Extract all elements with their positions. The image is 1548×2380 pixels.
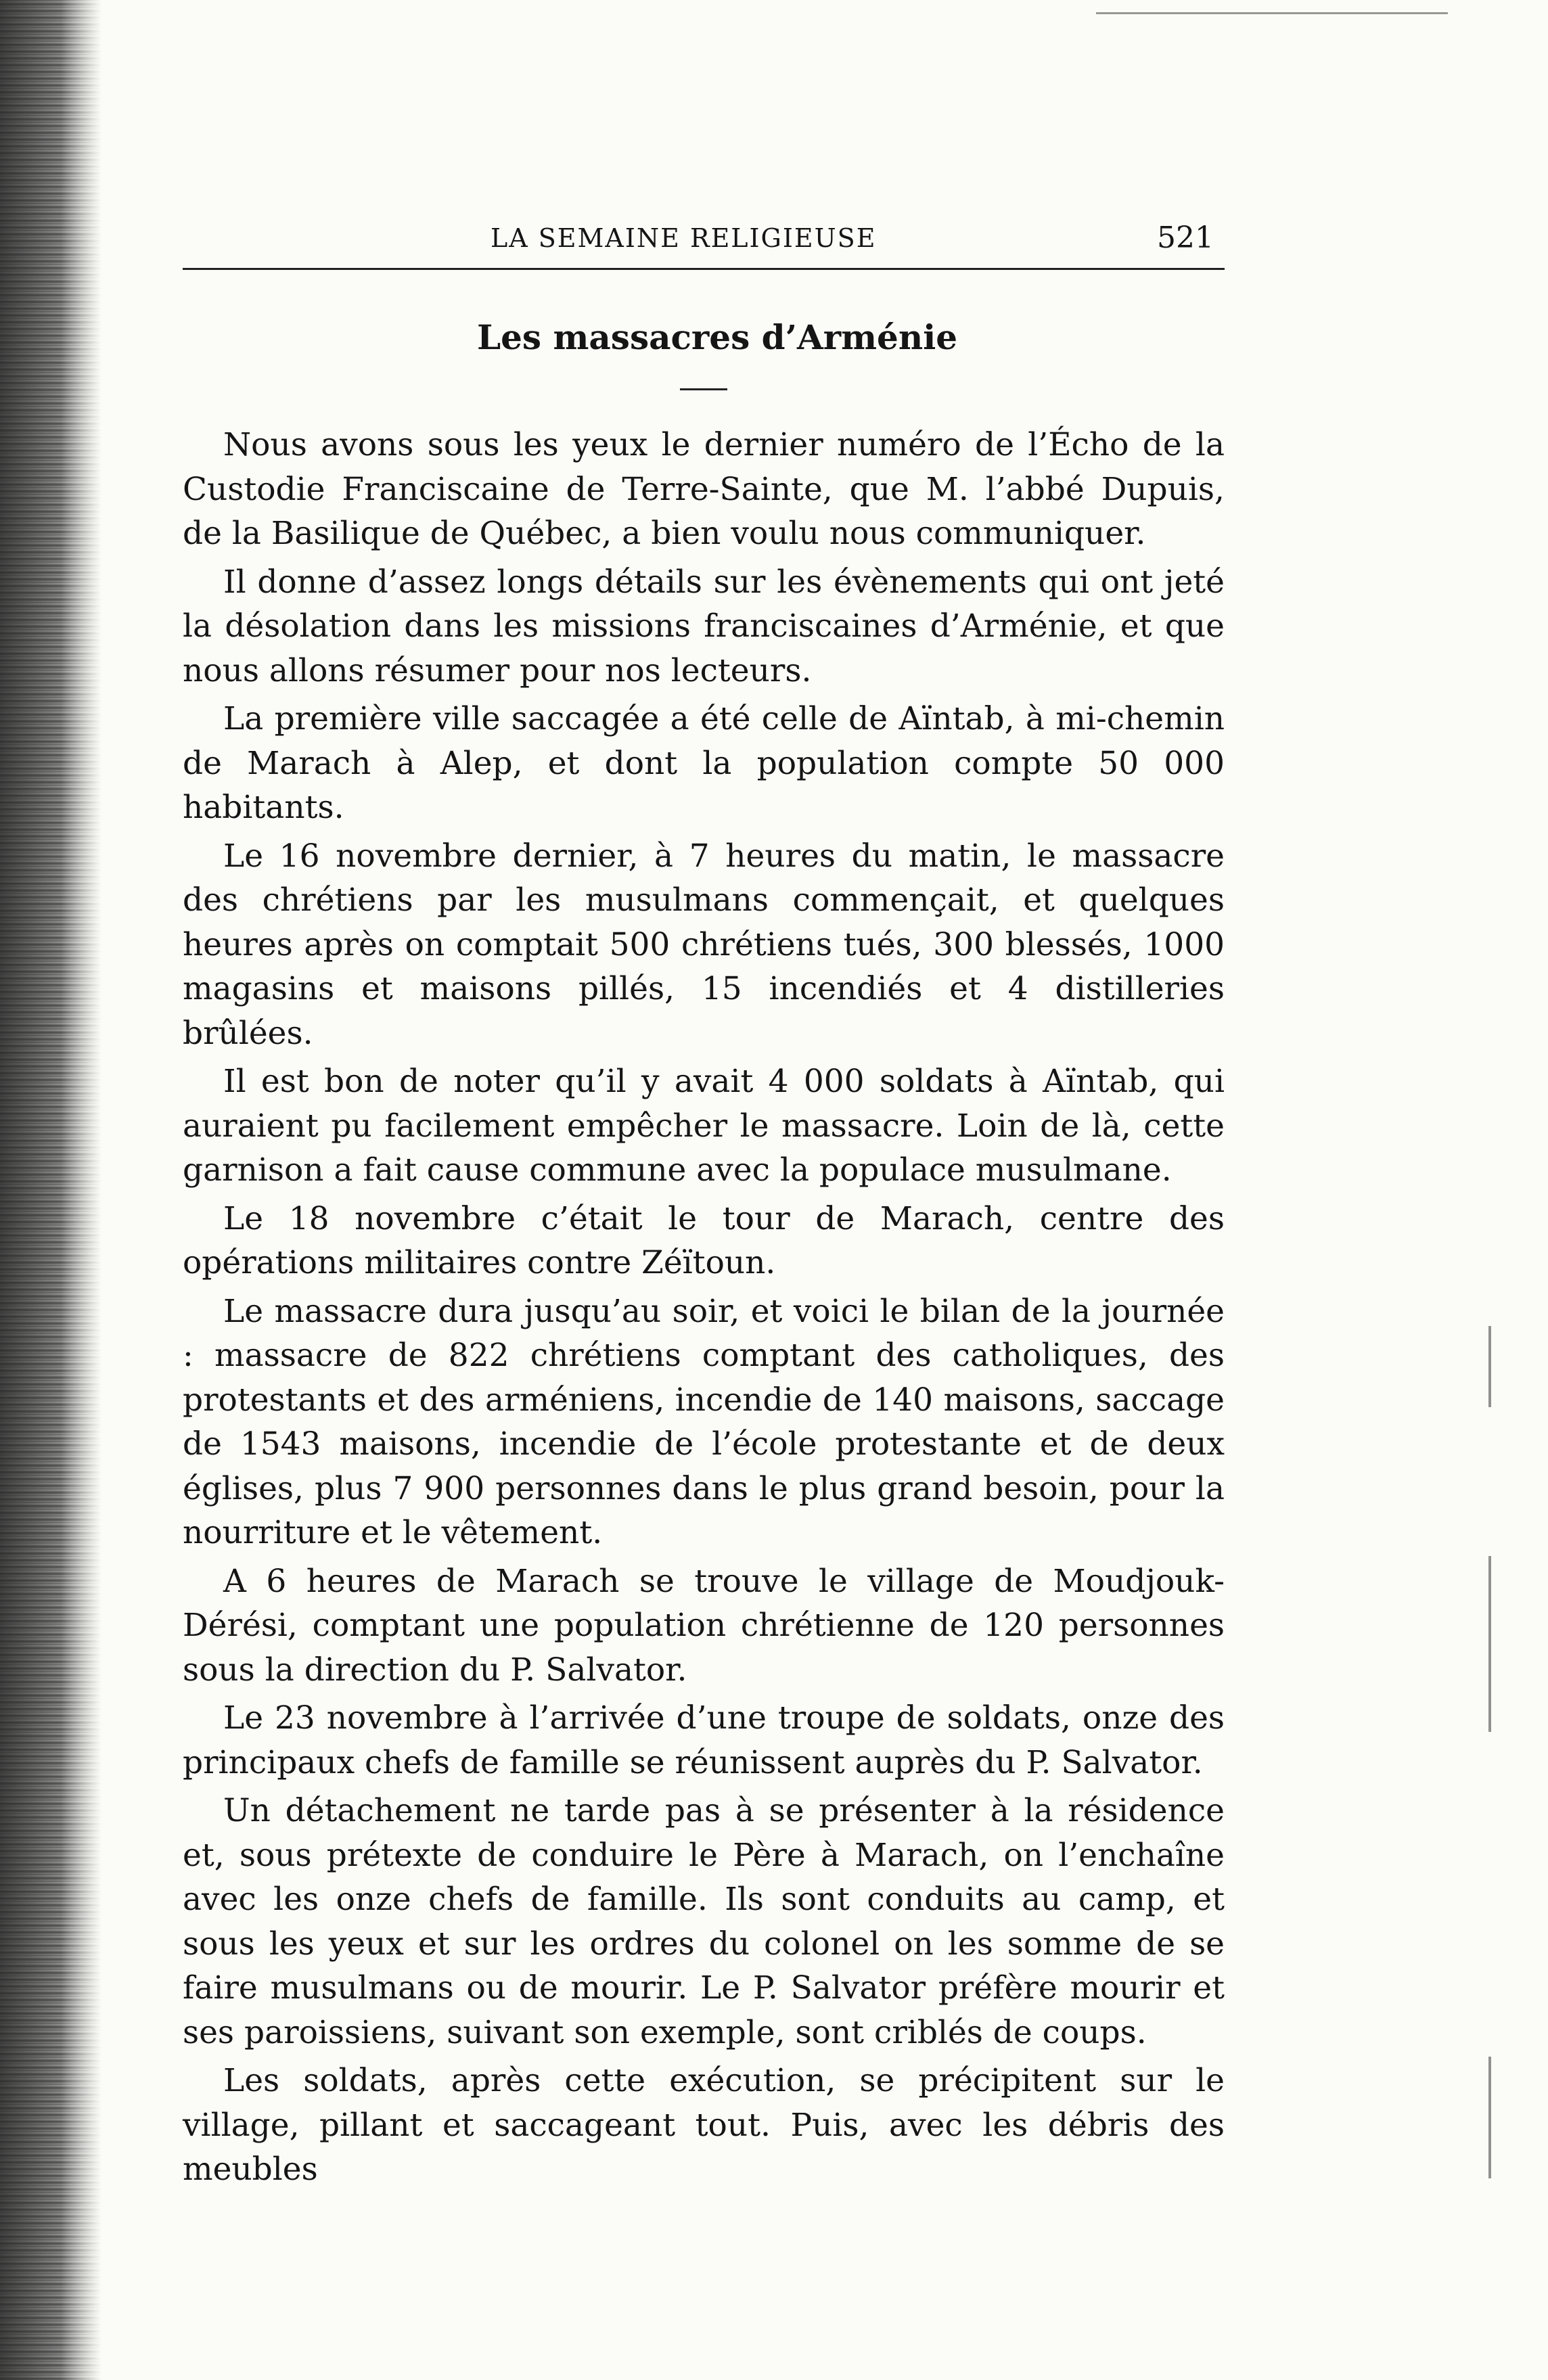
scanned-binding-edge: [0, 0, 101, 2380]
paragraph: Le massacre dura jusqu’au soir, et voici le bilan de la journée : massacre de 822 chrétiens comptant des catholiques, des protestants et des arméniens, incendie de 140 maisons, saccage de 1543 maisons, incendie de l’école protestante et de deux églises, plus 7 900 personnes dans le plus grand besoin, pour la nourriture et le vêtement.: [183, 1292, 1225, 1551]
paragraph: Il donne d’assez longs détails sur les évènements qui ont jeté la désolation dans les missions franciscaines d’Arménie, et que nous allons résumer pour nos lecteurs.: [183, 563, 1225, 689]
scan-mark-top: [1096, 12, 1448, 14]
paragraph: A 6 heures de Marach se trouve le village de Moudjouk-Dérési, comptant une population chrétienne de 120 personnes sous la direction du P. Salvator.: [183, 1562, 1225, 1689]
page: [183, 203, 1225, 2192]
article-body: [183, 423, 1225, 2192]
paragraph: Un détachement ne tarde pas à se présenter à la résidence et, sous prétexte de conduire le Père à Marach, on l’enchaîne avec les onze chefs de famille. Ils sont conduits au camp, et sous les yeux et sur les ordres du colonel on les somme de se faire musulmans ou de mourir. Le P. Salvator préfère mourir et ses paroissiens, suivant son exemple, sont criblés de coups.: [183, 1792, 1225, 2051]
scan-mark-right: [1488, 1556, 1491, 1732]
paragraph: Le 18 novembre c’était le tour de Marach, centre des opérations militaires contre Zéïtoun.: [183, 1199, 1225, 1281]
paragraph: Les soldats, après cette exécution, se précipitent sur le village, pillant et saccageant tout. Puis, avec les débris des meubles: [183, 2062, 1225, 2188]
running-title: LA SEMAINE RELIGIEUSE: [491, 223, 877, 253]
page-number: 521: [1157, 221, 1214, 255]
header-rule: [183, 268, 1225, 270]
article-title: Les massacres d’Arménie: [476, 317, 958, 357]
scan-mark-right: [1488, 1326, 1491, 1407]
scan-mark-right: [1488, 2057, 1491, 2178]
paragraph: La première ville saccagée a été celle de Aïntab, à mi-chemin de Marach à Alep, et dont la population compte 50 000 habitants.: [183, 700, 1225, 826]
paragraph: Nous avons sous les yeux le dernier numéro de l’Écho de la Custodie Franciscaine de Terre-Sainte, que M. l’abbé Dupuis, de la Basilique de Québec, a bien voulu nous communiquer.: [183, 426, 1225, 552]
running-head: [183, 203, 1225, 257]
title-dash: [680, 388, 727, 390]
paragraph: Le 23 novembre à l’arrivée d’une troupe de soldats, onze des principaux chefs de famille se réunissent auprès du P. Salvator.: [183, 1699, 1225, 1781]
paragraph: Le 16 novembre dernier, à 7 heures du matin, le massacre des chrétiens par les musulmans commençait, et quelques heures après on comptait 500 chrétiens tués, 300 blessés, 1000 magasins et maisons pillés, 15 incendiés et 4 distilleries brûlées.: [183, 837, 1225, 1052]
paragraph: Il est bon de noter qu’il y avait 4 000 soldats à Aïntab, qui auraient pu facilement empêcher le massacre. Loin de là, cette garnison a fait cause commune avec la populace musulmane.: [183, 1063, 1225, 1189]
